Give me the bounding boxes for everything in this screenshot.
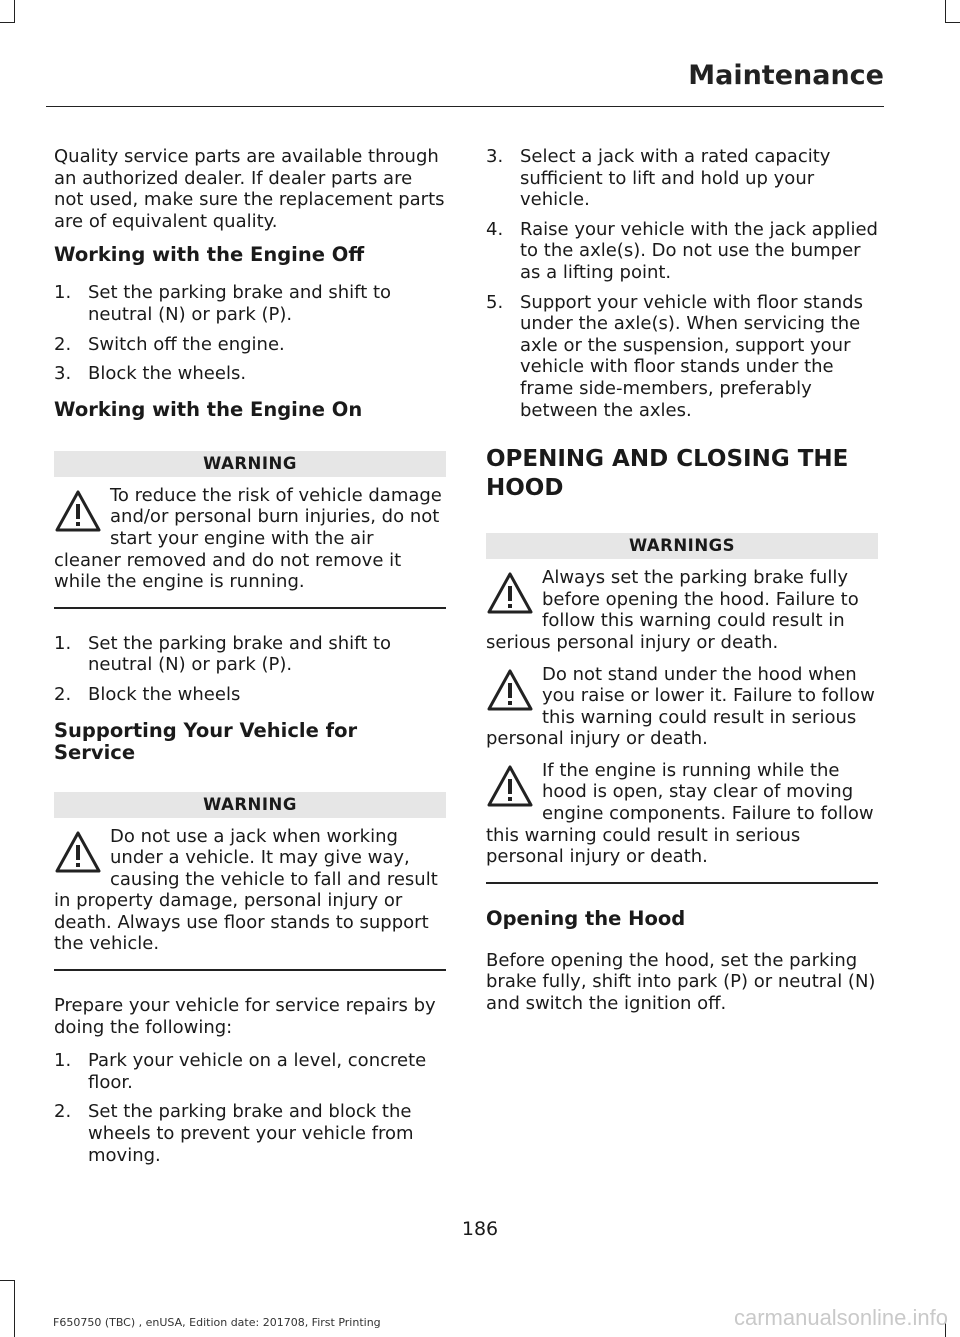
engine-off-steps bbox=[54, 282, 446, 384]
list-item: 1. Set the parking brake and shift to neutral (N) or park (P). bbox=[54, 282, 392, 325]
warning-divider bbox=[54, 607, 446, 609]
crop-mark bbox=[945, 22, 960, 23]
warning-triangle-icon bbox=[486, 571, 534, 615]
warning-item bbox=[486, 567, 878, 653]
right-column bbox=[486, 146, 878, 1027]
warning-text: To reduce the risk of vehicle damage and/or personal burn injuries, do not start your engine with the air cleaner removed and do not remove it while the engine is running. bbox=[54, 484, 442, 593]
heading-engine-on: Working with the Engine On bbox=[54, 397, 363, 421]
prep-paragraph: Prepare your vehicle for service repairs by doing the following: bbox=[54, 995, 436, 1038]
crop-mark bbox=[945, 0, 946, 22]
warning-item bbox=[54, 826, 446, 956]
crop-mark bbox=[14, 0, 15, 22]
warning-triangle-icon bbox=[54, 489, 102, 533]
page-number: 186 bbox=[461, 1218, 499, 1240]
header-divider bbox=[46, 106, 884, 107]
list-item: 2. Set the parking brake and block the wheels to prevent your vehicle from moving. bbox=[54, 1101, 414, 1166]
page-title: Maintenance bbox=[688, 60, 884, 91]
warning-text: Do not use a jack when working under a vehicle. It may give way, causing the vehicle to fall and result in property damage, personal injury or death. Always use floor stands to support the vehicle. bbox=[54, 825, 438, 955]
warning-banner: WARNING bbox=[54, 792, 446, 818]
warning-item bbox=[486, 664, 878, 750]
list-item: 1. Park your vehicle on a level, concrete floor. bbox=[54, 1050, 427, 1093]
list-item: 2. Block the wheels bbox=[54, 683, 241, 705]
warning-triangle-icon bbox=[486, 764, 534, 808]
list-item: 4. Raise your vehicle with the jack applied to the axle(s). Do not use the bumper as a lifting point. bbox=[486, 218, 878, 283]
warning-divider bbox=[486, 882, 878, 884]
crop-mark bbox=[14, 1280, 15, 1337]
warnings-banner: WARNINGS bbox=[486, 533, 878, 559]
list-item: 3. Select a jack with a rated capacity sufficient to lift and hold up your vehicle. bbox=[486, 146, 831, 211]
supporting-steps bbox=[54, 1050, 446, 1166]
section-title: OPENING AND CLOSING THE HOOD bbox=[486, 446, 849, 502]
edition-info: F650750 (TBC) , enUSA, Edition date: 201708, First Printing bbox=[53, 1316, 381, 1329]
warning-banner: WARNING bbox=[54, 451, 446, 477]
heading-supporting: Supporting Your Vehicle for Service bbox=[54, 718, 358, 764]
warning-text: Always set the parking brake fully before opening the hood. Failure to follow this warning could result in serious personal injury or death. bbox=[486, 567, 859, 653]
crop-mark bbox=[0, 22, 15, 23]
heading-engine-off: Working with the Engine Off bbox=[54, 243, 365, 267]
opening-hood-paragraph: Before opening the hood, set the parking brake fully, shift into park (P) or neutral (N) and switch the ignition off. bbox=[486, 949, 876, 1015]
warning-text: Do not stand under the hood when you raise or lower it. Failure to follow this warning could result in serious personal injury or death. bbox=[486, 663, 875, 750]
crop-mark bbox=[0, 1280, 15, 1281]
left-column bbox=[54, 146, 446, 1174]
watermark: carmanualsonline.info bbox=[733, 1305, 948, 1330]
list-item: 5. Support your vehicle with floor stands under the axle(s). When servicing the axle or the suspension, support your vehicle with floor stands under the frame side-members, preferably between the axles. bbox=[486, 291, 863, 421]
heading-opening-hood: Opening the Hood bbox=[486, 906, 686, 930]
warning-text: If the engine is running while the hood is open, stay clear of moving engine components. Failure to follow this warning could result in serious personal injury or death. bbox=[486, 759, 874, 868]
engine-on-steps bbox=[54, 633, 446, 706]
list-item: 1. Set the parking brake and shift to neutral (N) or park (P). bbox=[54, 632, 392, 676]
intro-paragraph: Quality service parts are available through an authorized dealer. If dealer parts are not used, make sure the replacement parts are of equivalent quality. bbox=[54, 146, 445, 232]
list-item: 3. Block the wheels. bbox=[54, 363, 247, 385]
supporting-steps-continued bbox=[486, 146, 878, 421]
warning-item bbox=[486, 760, 878, 868]
warning-divider bbox=[54, 969, 446, 971]
warning-item bbox=[54, 485, 446, 593]
list-item: 2. Switch off the engine. bbox=[54, 333, 285, 355]
warning-triangle-icon bbox=[54, 830, 102, 874]
warning-triangle-icon bbox=[486, 668, 534, 712]
